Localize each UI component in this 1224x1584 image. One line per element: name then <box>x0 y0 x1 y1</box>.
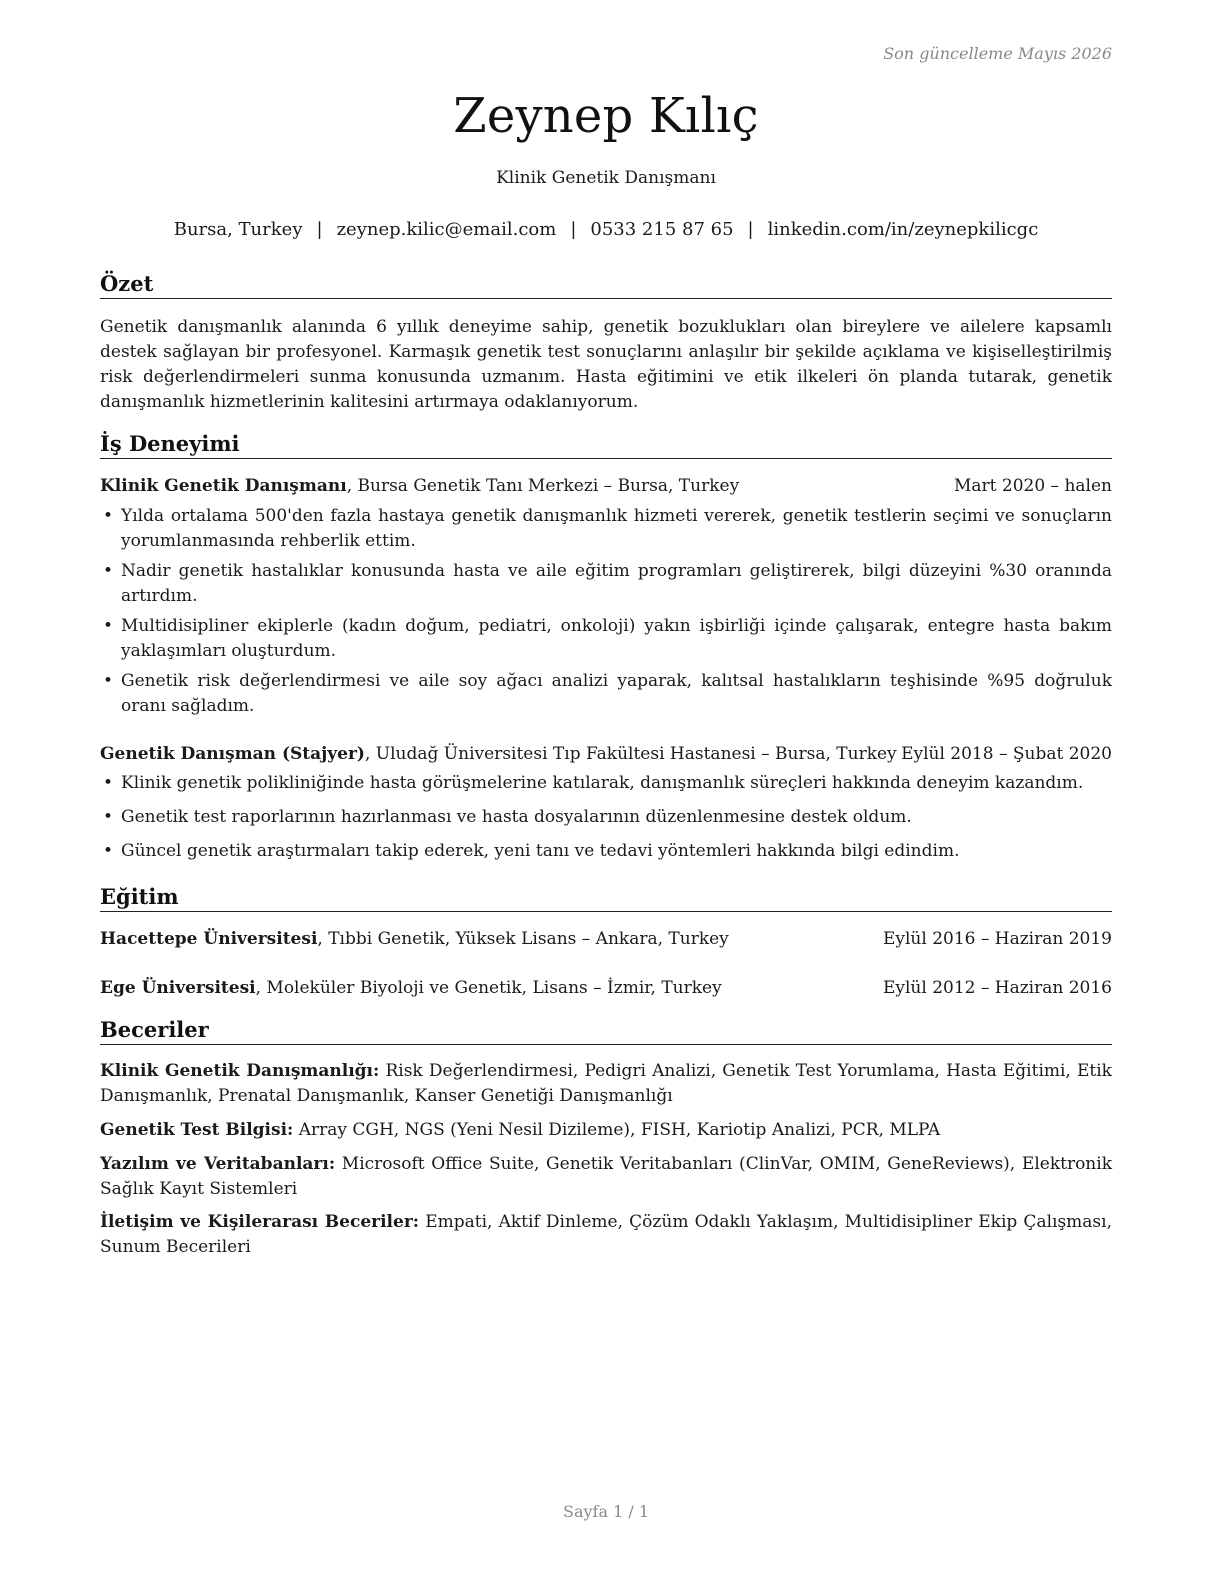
contact-separator: | <box>747 219 754 240</box>
skill-group <box>100 1152 1112 1202</box>
school-name: Hacettepe Üniversitesi <box>100 929 318 949</box>
education-entry <box>100 976 1112 1000</box>
contact-phone: 0533 215 87 65 <box>590 219 734 240</box>
job-header <box>100 742 1112 766</box>
job-role: Genetik Danışman (Stajyer) <box>100 744 365 764</box>
section-heading-education: Eğitim <box>100 884 1112 912</box>
bullet-text: Nadir genetik hastalıklar konusunda hasta ve aile eğitim programları geliştirerek, bilgi düzeyini %30 oranında artırdım. <box>121 561 1112 606</box>
last-updated-note: Son güncelleme Mayıs 2026 <box>883 44 1112 63</box>
bullet-text: Genetik test raporlarının hazırlanması ve hasta dosyalarının düzenlenmesine destek oldum. <box>121 807 912 827</box>
job-role: Klinik Genetik Danışmanı <box>100 476 347 496</box>
list-item <box>100 614 1112 664</box>
list-item <box>100 805 1112 830</box>
list-item <box>100 669 1112 719</box>
degree-detail: , Moleküler Biyoloji ve Genetik, Lisans – İzmir, Turkey <box>255 978 722 998</box>
skill-label: Yazılım ve Veritabanları: <box>100 1154 336 1174</box>
job-dates: Eylül 2018 – Şubat 2020 <box>901 744 1112 764</box>
contact-line <box>100 219 1112 240</box>
bullet-text: Klinik genetik polikliniğinde hasta görüşmelerine katılarak, danışmanlık süreçleri hakkında deneyim kazandım. <box>121 773 1084 793</box>
bullet-icon: • <box>103 841 114 861</box>
contact-separator: | <box>316 219 323 240</box>
skill-group <box>100 1210 1112 1260</box>
list-item <box>100 559 1112 609</box>
list-item <box>100 839 1112 864</box>
candidate-name: Zeynep Kılıç <box>453 88 759 144</box>
bullet-text: Güncel genetik araştırmaları takip ederek, yeni tanı ve tedavi yöntemleri hakkında bilgi edindim. <box>121 841 960 861</box>
skill-list: Risk Değerlendirmesi, Pedigri Analizi, Genetik Test Yorumlama, Hasta Eğitimi, Etik Danışmanlık, Prenatal Danışmanlık, Kanser Genetiği Danışmanlığı <box>100 1061 1112 1106</box>
section-heading-summary: Özet <box>100 271 1112 299</box>
section-heading-skills: Beceriler <box>100 1017 1112 1045</box>
candidate-title: Klinik Genetik Danışmanı <box>496 168 716 188</box>
contact-linkedin[interactable]: linkedin.com/in/zeynepkilicgc <box>767 219 1039 240</box>
bullet-text: Yılda ortalama 500'den fazla hastaya genetik danışmanlık hizmeti vererek, genetik testlerin seçimi ve sonuçların yorumlanmasında rehberlik ettim. <box>121 506 1112 551</box>
skill-group <box>100 1118 1112 1143</box>
bullet-text: Multidisipliner ekiplerle (kadın doğum, pediatri, onkoloji) yakın işbirliği içinde çalışarak, entegre hasta bakım yaklaşımları oluşturdum. <box>121 616 1112 661</box>
list-item <box>100 771 1112 796</box>
skill-label: Klinik Genetik Danışmanlığı: <box>100 1061 380 1081</box>
education-dates: Eylül 2016 – Haziran 2019 <box>882 929 1112 949</box>
school-name: Ege Üniversitesi <box>100 978 256 998</box>
education-entry <box>100 927 1112 951</box>
skill-list: Microsoft Office Suite, Genetik Veritabanları (ClinVar, OMIM, GeneReviews), Elektronik Sağlık Kayıt Sistemleri <box>100 1154 1112 1199</box>
contact-separator: | <box>570 219 577 240</box>
job-dates: Mart 2020 – halen <box>953 476 1112 496</box>
job-organization: , Uludağ Üniversitesi Tıp Fakültesi Hastanesi – Bursa, Turkey <box>364 744 897 764</box>
contact-location: Bursa, Turkey <box>173 219 303 240</box>
job-header <box>100 474 1112 498</box>
summary-paragraph: Genetik danışmanlık alanında 6 yıllık deneyime sahip, genetik bozuklukları olan bireylere ve ailelere kapsamlı destek sağlayan bir profesyonel. Karmaşık genetik test sonuçlarını anlaşılır bir şekilde açıklama ve kişiselleştirilmiş risk değerlendirmeleri sunma konusunda uzmanım. Hasta eğitimini ve etik ilkeleri ön planda tutarak, genetik danışmanlık hizmetlerinin kalitesini artırmaya odaklanıyorum. <box>100 317 1112 412</box>
job-bullet-list <box>100 504 1112 719</box>
bullet-text: Genetik risk değerlendirmesi ve aile soy ağacı analizi yaparak, kalıtsal hastalıkların teşhisinde %95 doğruluk oranı sağladım. <box>121 671 1112 716</box>
skill-label: Genetik Test Bilgisi: <box>100 1120 294 1140</box>
list-item <box>100 504 1112 554</box>
job-organization: , Bursa Genetik Tanı Merkezi – Bursa, Turkey <box>346 476 740 496</box>
bullet-icon: • <box>103 671 114 691</box>
job-bullet-list <box>100 771 1112 864</box>
page-number: Sayfa 1 / 1 <box>562 1502 649 1521</box>
contact-email[interactable]: zeynep.kilic@email.com <box>336 219 557 240</box>
skill-list: Array CGH, NGS (Yeni Nesil Dizileme), FISH, Kariotip Analizi, PCR, MLPA <box>293 1120 941 1140</box>
skill-list: Empati, Aktif Dinleme, Çözüm Odaklı Yaklaşım, Multidisipliner Ekip Çalışması, Sunum Becerileri <box>100 1212 1112 1257</box>
skill-group <box>100 1059 1112 1109</box>
bullet-icon: • <box>103 807 114 827</box>
bullet-icon: • <box>103 616 114 636</box>
section-heading-experience: İş Deneyimi <box>100 431 1112 459</box>
education-dates: Eylül 2012 – Haziran 2016 <box>882 978 1112 998</box>
bullet-icon: • <box>103 561 114 581</box>
bullet-icon: • <box>103 773 114 793</box>
skill-label: İletişim ve Kişilerarası Beceriler: <box>100 1212 420 1232</box>
bullet-icon: • <box>103 506 114 526</box>
degree-detail: , Tıbbi Genetik, Yüksek Lisans – Ankara, Turkey <box>317 929 729 949</box>
resume-page <box>100 0 1112 1584</box>
